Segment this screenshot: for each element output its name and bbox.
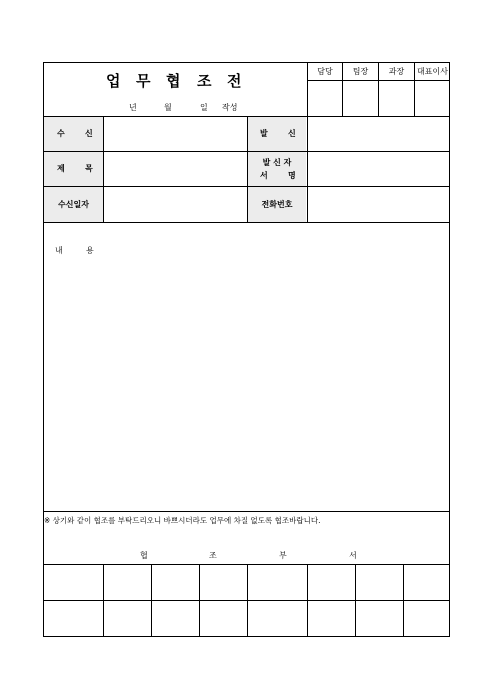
- sender-label-char-2: 신: [288, 129, 296, 138]
- sender-label-cell: [248, 117, 306, 151]
- received-date-label: 수신일자: [58, 200, 89, 209]
- sender-sign-label-char-2: 명: [288, 171, 296, 180]
- content-label-char-2: 용: [86, 246, 94, 255]
- coop-dept-char-4: 서: [349, 551, 357, 560]
- approval-header-team-lead: 팀장: [352, 67, 369, 76]
- subject-label-char-2: 목: [85, 164, 93, 173]
- approval-header-manager: 과장: [388, 67, 405, 76]
- recipient-label-cell: [44, 117, 103, 151]
- approval-header-staff: 담당: [317, 67, 333, 76]
- sender-sign-label-char-1: 서: [260, 171, 268, 180]
- date-written: 작성: [222, 103, 238, 112]
- info-col-divider-1: [103, 116, 104, 223]
- title-char-4: 조: [197, 72, 212, 90]
- coop-dept-char-2: 조: [209, 551, 217, 560]
- subject-label-char-1: 제: [57, 164, 65, 173]
- recipient-label-char-2: 신: [85, 129, 93, 138]
- notice-text: ※ 상기와 같이 협조를 부탁드리오니 바쁘시더라도 업무에 차질 없도록 협조바랍니다.: [44, 516, 321, 525]
- coop-col-divider-3: [199, 564, 200, 637]
- title-char-1: 업: [106, 72, 121, 90]
- title-char-3: 협: [166, 72, 181, 90]
- date-month: 월: [164, 103, 172, 112]
- coop-dept-char-3: 부: [279, 551, 287, 560]
- date-day: 일: [200, 103, 208, 112]
- coop-col-divider-1: [103, 564, 104, 637]
- title-char-5: 전: [227, 72, 242, 90]
- content-bottom-line: [43, 511, 450, 512]
- date-year: 년: [129, 103, 137, 112]
- title-char-2: 무: [136, 72, 151, 90]
- sender-label-char-1: 발: [260, 129, 268, 138]
- coop-dept-char-1: 협: [140, 551, 148, 560]
- subject-label-cell: [44, 152, 103, 186]
- coop-col-divider-5: [307, 564, 308, 637]
- sender-sign-label-line1: 발 신 자: [262, 158, 292, 167]
- info-col-divider-3: [307, 116, 308, 223]
- coop-col-divider-7: [403, 564, 404, 637]
- coop-col-divider-6: [355, 564, 356, 637]
- phone-label: 전화번호: [261, 200, 293, 209]
- content-label-char-1: 내: [55, 246, 63, 255]
- recipient-label-char-1: 수: [57, 129, 65, 138]
- coop-col-divider-4: [247, 564, 248, 637]
- coop-col-divider-2: [151, 564, 152, 637]
- approval-header-ceo: 대표이사: [417, 67, 448, 76]
